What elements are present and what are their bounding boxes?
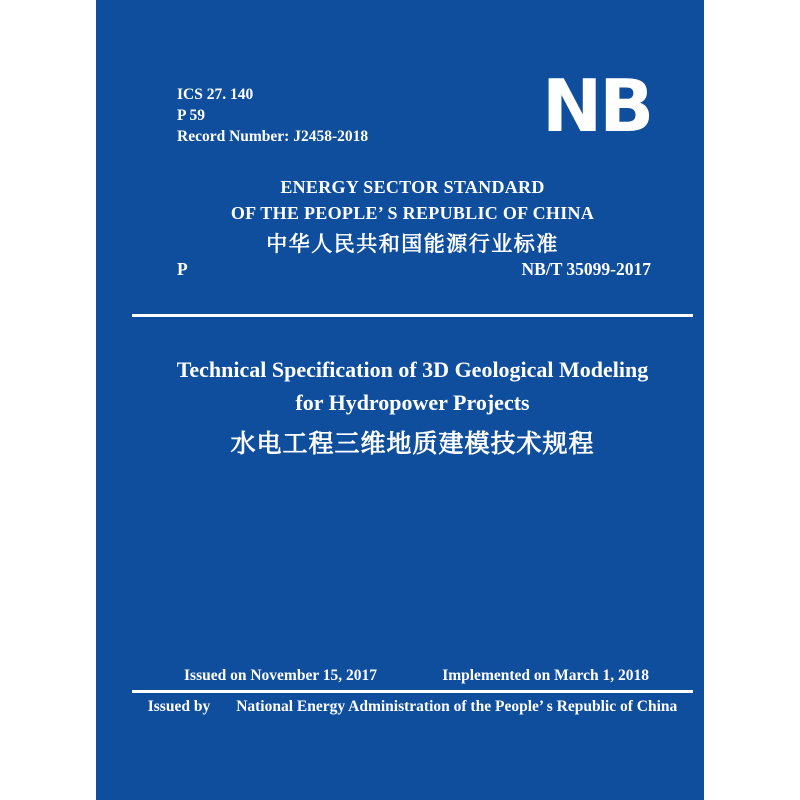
implemented-on-date: Implemented on March 1, 2018 [442, 667, 649, 684]
standard-name-en-line2: OF THE PEOPLE’ S REPUBLIC OF CHINA [230, 203, 595, 223]
issued-by-label: Issued by [147, 698, 211, 715]
divider-line-bottom [132, 690, 693, 693]
standard-number: NB/T 35099-2017 [521, 259, 651, 279]
standard-name-cn: 中华人民共和国能源行业标准 [266, 233, 559, 256]
class-and-number-row [132, 259, 693, 280]
title-cn: 水电工程三维地质建模技术规程 [230, 430, 595, 458]
nb-logo: NB [542, 64, 652, 148]
issued-on-date: Issued on November 15, 2017 [184, 667, 378, 684]
cover [96, 0, 704, 800]
doc-class: P [177, 259, 188, 279]
issued-by-value: National Energy Administration of the People’ s Republic of China [236, 698, 678, 715]
classification-code: P 59 [177, 107, 205, 124]
ics-block [177, 84, 368, 147]
divider-line-top [132, 314, 693, 317]
ics-code: ICS 27. 140 [177, 86, 254, 103]
record-number: Record Number: J2458-2018 [177, 128, 369, 145]
standard-name-en-line1: ENERGY SECTOR STANDARD [280, 177, 545, 197]
title-en-line2: for Hydropower Projects [295, 390, 530, 415]
title-en-line1: Technical Specification of 3D Geological Modeling [176, 357, 649, 382]
dates-row [132, 667, 693, 685]
issued-by-row [132, 698, 693, 716]
